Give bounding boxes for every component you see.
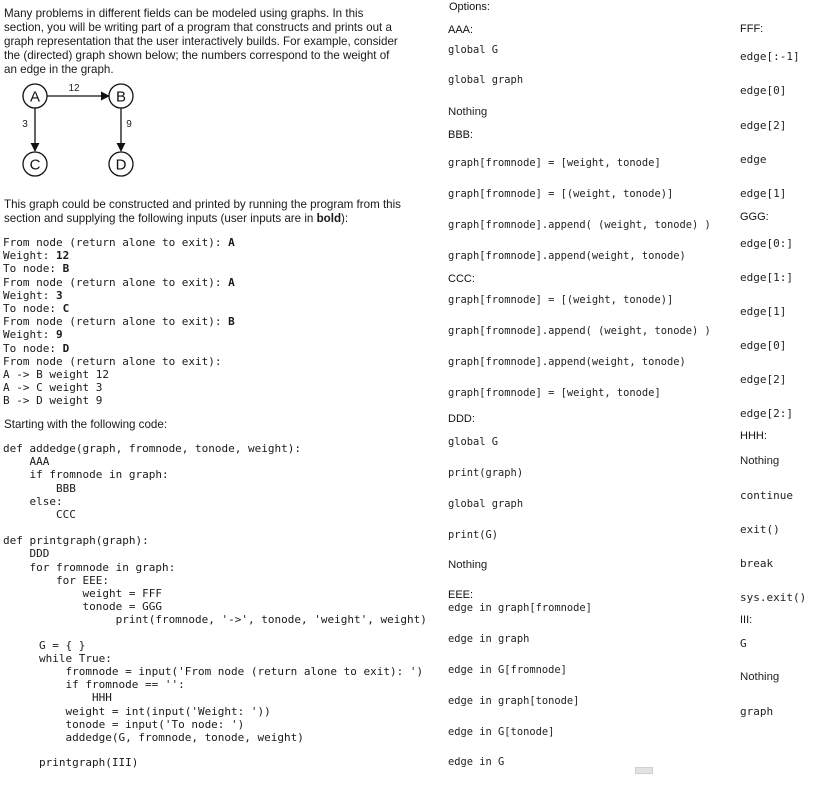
sample-session xyxy=(3,236,235,408)
session-intro-bold-word: bold xyxy=(316,212,342,225)
session-intro-tail: ): xyxy=(341,212,349,225)
option-choice[interactable]: sys.exit() xyxy=(740,591,807,604)
option-choice[interactable]: graph[fromnode].append(weight, tonode) xyxy=(448,250,686,262)
option-choice[interactable]: graph xyxy=(740,705,774,718)
node-a xyxy=(23,84,47,108)
edge-weight-a-b: 12 xyxy=(68,83,80,94)
session-user-input: 3 xyxy=(55,288,63,302)
node-a-label: A xyxy=(29,88,41,106)
session-user-input: C xyxy=(62,302,70,316)
session-line xyxy=(3,289,235,302)
option-group-label: HHH: xyxy=(740,430,767,442)
option-choice[interactable]: edge[:-1] xyxy=(740,50,800,63)
option-choice[interactable]: edge[1] xyxy=(740,305,787,318)
session-user-input: B xyxy=(228,315,235,329)
option-choice[interactable]: edge[1] xyxy=(740,187,787,200)
session-prompt: From node (return alone to exit): xyxy=(3,275,229,289)
edge-weight-b-d: 9 xyxy=(126,119,132,130)
node-c xyxy=(23,152,47,176)
options-title: Options: xyxy=(449,1,490,13)
option-choice[interactable]: graph[fromnode] = [(weight, tonode)] xyxy=(448,188,674,200)
code-block-printgraph: def printgraph(graph): DDD for fromnode in graph: for EEE: weight = FFF tonode = GGG print(fromnode, '->', tonode, 'weight', weight) xyxy=(3,534,427,627)
node-d-label: D xyxy=(115,156,127,174)
code-block-addedge: def addedge(graph, fromnode, tonode, weight): AAA if fromnode in graph: BBB else: CCC xyxy=(3,442,302,522)
starter-code xyxy=(3,442,427,769)
option-group-label: EEE: xyxy=(448,589,474,601)
session-prompt: A -> C weight 3 xyxy=(3,381,103,395)
option-choice[interactable]: break xyxy=(740,557,774,570)
session-line xyxy=(3,355,235,368)
option-choice[interactable]: Nothing xyxy=(448,559,488,571)
code-block-main-loop: G = { } while True: fromnode = input('From node (return alone to exit): ') if fromnode == '': HHH weight = int(input('Weight: ')) tonode = input('To node: ') addedge(G, fromnode, tonode, weight) xyxy=(39,638,424,745)
session-user-input: 12 xyxy=(55,249,70,263)
option-group-label: GGG: xyxy=(740,211,769,223)
session-user-input: A xyxy=(228,275,235,289)
option-choice[interactable]: edge[2] xyxy=(740,119,787,132)
option-choice[interactable]: graph[fromnode].append( (weight, tonode) ) xyxy=(448,219,711,231)
session-line xyxy=(3,276,235,289)
session-prompt: From node (return alone to exit): xyxy=(3,354,222,368)
option-choice[interactable]: global graph xyxy=(448,498,524,510)
option-choice[interactable]: graph[fromnode] = [weight, tonode] xyxy=(448,157,661,169)
option-choice[interactable]: G xyxy=(740,637,747,650)
option-choice[interactable]: edge xyxy=(740,153,767,166)
option-choice[interactable]: graph[fromnode] = [weight, tonode] xyxy=(448,387,661,399)
option-group-label: FFF: xyxy=(740,23,764,35)
session-prompt: From node (return alone to exit): xyxy=(3,315,229,329)
option-choice[interactable]: edge in G[tonode] xyxy=(448,726,555,738)
session-intro-paragraph xyxy=(4,198,424,226)
option-choice[interactable]: edge in graph[tonode] xyxy=(448,695,580,707)
session-line xyxy=(3,328,235,341)
session-prompt: B -> D weight 9 xyxy=(3,394,103,408)
session-line xyxy=(3,368,235,381)
option-choice[interactable]: Nothing xyxy=(740,455,780,467)
session-user-input: 9 xyxy=(55,328,63,342)
session-prompt: From node (return alone to exit): xyxy=(3,236,229,249)
option-choice[interactable]: global graph xyxy=(448,74,524,86)
starting-code-caption: Starting with the following code: xyxy=(4,418,168,431)
option-choice[interactable]: edge[1:] xyxy=(740,271,793,284)
option-choice[interactable]: edge[2:] xyxy=(740,407,793,420)
session-line xyxy=(3,262,235,275)
option-group-label: DDD: xyxy=(448,413,475,425)
session-prompt: To node: xyxy=(3,341,63,355)
option-choice[interactable]: edge[0] xyxy=(740,84,787,97)
option-choice[interactable]: edge in graph xyxy=(448,633,530,645)
option-choice[interactable]: Nothing xyxy=(740,671,780,683)
session-line xyxy=(3,394,235,407)
session-user-input: A xyxy=(228,236,235,249)
node-c-label: C xyxy=(29,156,41,174)
session-prompt: A -> B weight 12 xyxy=(3,368,109,382)
option-choice[interactable]: graph[fromnode] = [(weight, tonode)] xyxy=(448,294,674,306)
session-user-input: B xyxy=(62,262,70,276)
option-choice[interactable]: edge in G xyxy=(448,756,505,768)
option-choice[interactable]: Nothing xyxy=(448,106,488,118)
session-prompt: Weight: xyxy=(3,249,56,263)
session-prompt: To node: xyxy=(3,302,63,316)
option-choice[interactable]: edge in G[fromnode] xyxy=(448,664,567,676)
intro-paragraph: Many problems in different fields can be modeled using graphs. In this section, you will be writing part of a program that constructs and prints out a graph representation that the user interactively builds. For example, consider the (directed) graph shown below; the numbers correspond to the weight of an edge in the graph. xyxy=(4,7,398,76)
option-choice[interactable]: graph[fromnode].append(weight, tonode) xyxy=(448,356,686,368)
session-intro-text: This graph could be constructed and printed by running the program from this section and supplying the following inputs (user inputs are in xyxy=(4,198,401,225)
option-choice[interactable]: graph[fromnode].append( (weight, tonode) ) xyxy=(448,325,711,337)
option-choice[interactable]: edge[0:] xyxy=(740,237,793,250)
session-line xyxy=(3,315,235,328)
option-group-label: AAA: xyxy=(448,24,474,36)
option-choice[interactable]: global G xyxy=(448,44,499,56)
session-line xyxy=(3,342,235,355)
option-choice[interactable]: global G xyxy=(448,436,499,448)
session-user-input: D xyxy=(62,341,70,355)
scroll-indicator[interactable] xyxy=(635,767,653,774)
session-prompt: To node: xyxy=(3,262,63,276)
option-choice[interactable]: continue xyxy=(740,489,793,502)
edge-weight-a-c: 3 xyxy=(22,119,28,130)
option-choice[interactable]: edge in graph[fromnode] xyxy=(448,602,592,614)
option-choice[interactable]: print(graph) xyxy=(448,467,524,479)
option-choice[interactable]: edge[2] xyxy=(740,373,787,386)
node-b-label: B xyxy=(115,88,127,106)
option-group-label: CCC: xyxy=(448,273,475,285)
session-line xyxy=(3,381,235,394)
option-choice[interactable]: exit() xyxy=(740,523,780,536)
node-b xyxy=(109,84,133,108)
directed-graph-figure xyxy=(10,78,140,182)
session-line xyxy=(3,249,235,262)
node-d xyxy=(109,152,133,176)
option-group-label: III: xyxy=(740,614,753,626)
option-group-label: BBB: xyxy=(448,129,474,141)
option-choice[interactable]: edge[0] xyxy=(740,339,787,352)
session-prompt: Weight: xyxy=(3,288,56,302)
session-prompt: Weight: xyxy=(3,328,56,342)
option-choice[interactable]: print(G) xyxy=(448,529,499,541)
session-line xyxy=(3,302,235,315)
session-line xyxy=(3,236,235,249)
code-block-print-call: printgraph(III) xyxy=(39,756,139,770)
